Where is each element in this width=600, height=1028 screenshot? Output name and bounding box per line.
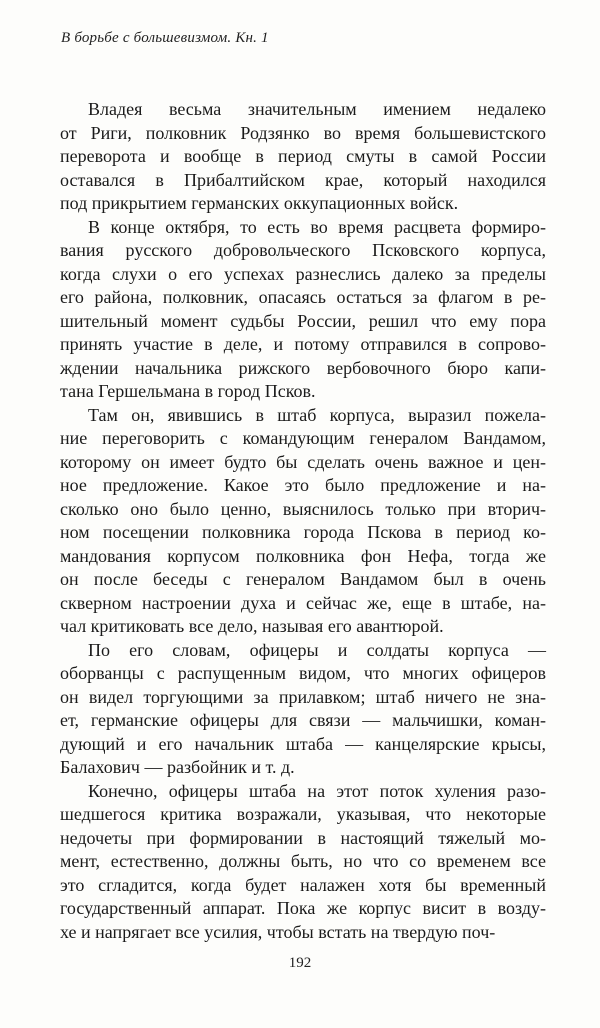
text-line: шедшегося критика возражали, указывая, что некоторые <box>60 804 546 824</box>
text-line: вания русского добровольческого Псковского корпуса, <box>60 240 546 260</box>
text-line: его района, полковник, опасаясь остаться за флагом в ре- <box>60 287 546 307</box>
text-line: хе и напрягает все усилия, чтобы встать на твердую поч- <box>60 921 496 942</box>
text-line: ном посещении полковника города Пскова в период ко- <box>60 522 546 542</box>
paragraph <box>60 404 546 639</box>
text-line: это сгладится, когда будет налажен хотя бы временный <box>60 874 546 895</box>
text-line: он видел торгующими за прилавком; штаб ничего не зна- <box>60 686 546 707</box>
text-line: Там он, явившись в штаб корпуса, выразил пожела- <box>88 404 546 425</box>
text-line: чал критиковать все дело, называя его авантюрой. <box>60 616 444 636</box>
text-line: мент, естественно, должны быть, но что со временем все <box>60 851 546 871</box>
running-header: В борьбе с большевизмом. Кн. 1 <box>61 30 269 46</box>
text-line: он после беседы с генералом Вандамом был в очень <box>60 569 546 589</box>
text-line: оставался в Прибалтийском крае, который находился <box>60 169 546 190</box>
text-line: ждении начальника рижского вербовочного бюро капи- <box>60 357 546 378</box>
text-line: ное предложение. Какое это было предложение и на- <box>60 475 546 495</box>
text-line: Конечно, офицеры штаба на этот поток хуления разо- <box>88 780 546 801</box>
text-line: принять участие в деле, и потому отправился в сопрово- <box>60 334 546 354</box>
text-line: оборванцы с распущенным видом, что многих офицеров <box>60 663 546 683</box>
text-line: под прикрытием германских оккупационных войск. <box>60 193 459 213</box>
text-line: сколько оно было ценно, выяснилось только при вторич- <box>60 498 546 519</box>
paragraph <box>60 639 546 780</box>
text-line: скверном настроении духа и сейчас же, еще в штабе, на- <box>60 592 546 613</box>
body-text <box>60 98 546 944</box>
text-line: когда слухи о его успехах разнеслись далеко за пределы <box>60 263 546 284</box>
paragraph <box>60 98 546 216</box>
text-line: которому он имеет будто бы сделать очень важное и цен- <box>60 451 546 472</box>
text-line: недочеты при формировании в настоящий тяжелый мо- <box>60 827 546 848</box>
text-line: В конце октября, то есть во время расцвета формиро- <box>88 216 546 237</box>
text-line: шительный момент судьбы России, решил что ему пора <box>60 310 546 331</box>
paragraph <box>60 216 546 404</box>
text-line: Балахович — разбойник и т. д. <box>60 757 295 777</box>
text-line: мандования корпусом полковника фон Нефа, тогда же <box>60 545 546 566</box>
text-line: от Риги, полковник Родзянко во время большевистского <box>60 122 546 143</box>
text-line: ние переговорить с командующим генералом Вандамом, <box>60 428 546 448</box>
text-line: дующий и его начальник штаба — канцелярские крысы, <box>60 733 546 754</box>
paragraph <box>60 780 546 945</box>
text-line: ет, германские офицеры для связи — мальчишки, коман- <box>60 710 546 730</box>
text-line: тана Гершельмана в город Псков. <box>60 381 316 401</box>
text-line: По его словам, офицеры и солдаты корпуса — <box>88 639 546 660</box>
text-line: переворота и вообще в период смуты в самой России <box>60 146 546 166</box>
text-line: Владея весьма значительным имением недалеко <box>88 99 546 119</box>
page-number: 192 <box>288 955 312 971</box>
text-line: государственный аппарат. Пока же корпус висит в возду- <box>60 898 546 918</box>
